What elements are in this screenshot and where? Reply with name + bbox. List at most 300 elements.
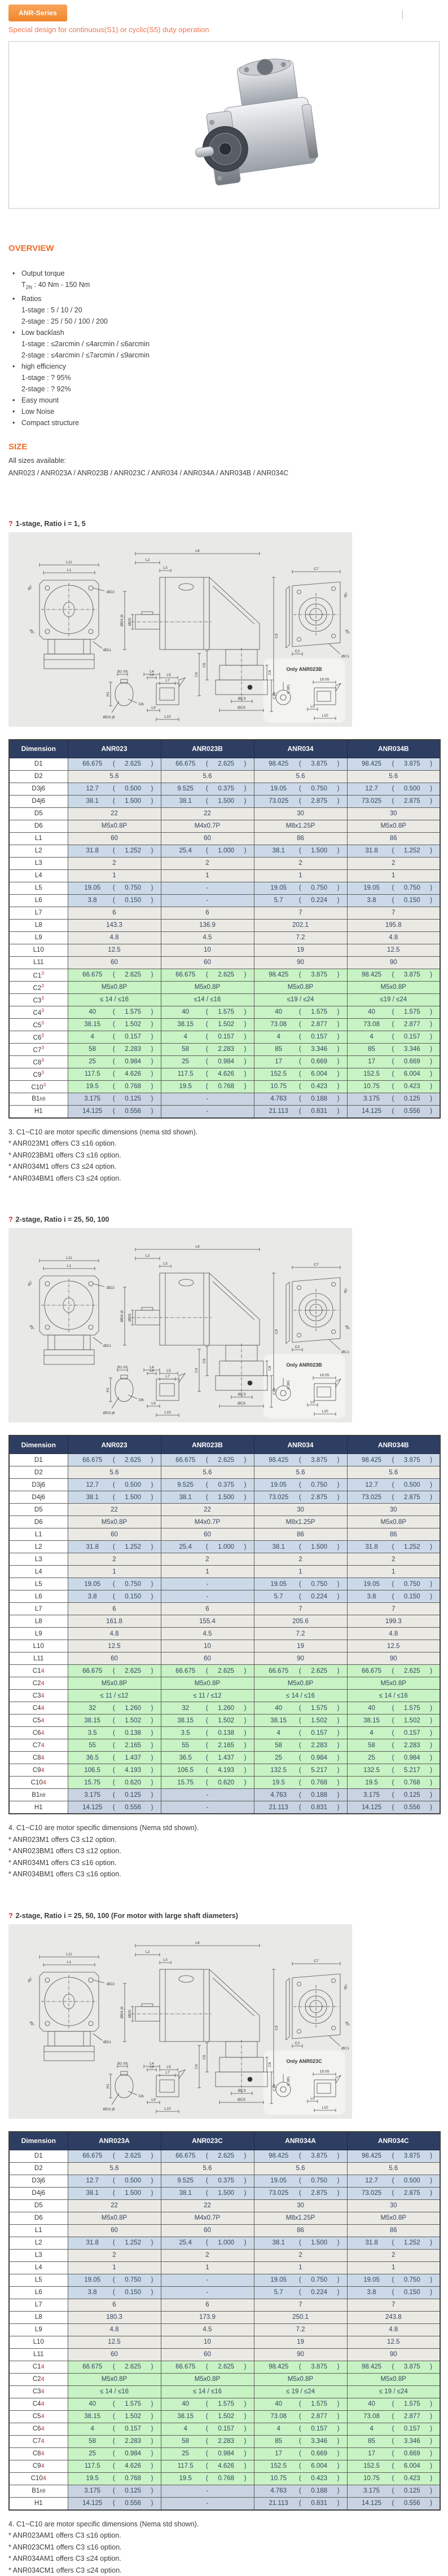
table-cell: 4.5 [161,2323,254,2336]
overview-list [8,268,440,428]
svg-text:L10: L10 [164,715,171,719]
metric-inch-pair [68,1108,161,1115]
metric-value: 19.5 [74,2475,111,2482]
metric-value: 19.5 [74,1083,111,1090]
table-cell [161,2472,254,2485]
table-cell [68,2398,161,2410]
table-cell: 12.5 [68,2336,161,2348]
footnote-line: * ANR023BM1 offers C3 ≤12 option. [8,1845,440,1857]
metric-inch-pair [348,847,440,854]
table-cell [347,2237,440,2249]
table-cell [347,1541,440,1553]
table-cell: - [161,2274,254,2286]
paren: ) [428,2363,434,2370]
inch-value: 2.875 [396,798,428,805]
dimension-label: D6 [9,1516,68,1528]
table-cell [68,758,161,770]
footnote-line: * ANR023M1 offers C3 ≤16 option. [8,1138,440,1150]
paren: ( [297,1021,303,1028]
svg-text:L2: L2 [146,558,150,562]
svg-text:L6: L6 [150,1369,154,1373]
table-row [9,832,440,845]
paren: ) [243,798,248,805]
paren: ( [297,1779,303,1786]
paren: ) [428,1046,434,1053]
paren: ) [243,1046,248,1053]
metric-inch-pair [348,1668,440,1674]
paren: ( [204,847,210,854]
dimension-label: $C3^3$ [9,993,68,1006]
paren: ) [428,971,434,978]
table-row [9,907,440,919]
inch-value: 0.423 [396,1083,428,1090]
paren: ) [150,1730,155,1737]
metric-inch-pair [348,798,440,805]
inch-value: 1.500 [303,2239,336,2246]
inch-value: 6.004 [396,1071,428,1077]
metric-inch-pair [161,1071,254,1077]
metric-value: 19.05 [353,2277,390,2283]
paren: ( [297,1767,303,1774]
metric-inch-pair [161,2363,254,2370]
inch-value: 3.875 [303,1457,336,1464]
metric-inch-pair [68,1730,161,1737]
table-cell [254,1093,347,1105]
technical-drawing [8,1924,352,2119]
paren: ) [150,1755,155,1761]
svg-text:L4: L4 [150,1366,154,1369]
table-row [9,1578,440,1590]
table-cell [254,1789,347,1801]
paren: ) [243,2425,248,2432]
footnotes [8,1822,440,1880]
metric-value: 132.5 [353,1767,390,1774]
dimension-label: $C8^3$ [9,1055,68,1068]
inch-value: 2.625 [117,761,150,767]
inch-value: 3.346 [396,1046,428,1053]
column-header: ANR034 [254,1435,347,1454]
table-cell [347,1055,440,1068]
dimension-label: D2 [9,2162,68,2175]
table-cell [254,1454,347,1466]
paren: ) [336,2289,341,2296]
metric-inch-pair [254,1581,347,1588]
table-header-row [9,2132,440,2150]
table-row [9,1801,440,1814]
inch-value: 2.625 [117,2153,150,2159]
column-header: ANR023B [161,740,254,758]
metric-inch-pair [68,2475,161,2482]
table-cell [68,1665,161,1677]
metric-inch-pair [68,2438,161,2445]
table-cell [161,2237,254,2249]
table-cell [161,1541,254,1553]
table-cell: ≤ 14 / ≤16 [161,2385,254,2398]
table-cell: 2 [347,1553,440,1566]
table-cell [347,1093,440,1105]
table-cell [347,2187,440,2199]
metric-inch-pair [68,2401,161,2407]
dimension-label: L6 [9,894,68,907]
metric-inch-pair [348,1581,440,1588]
table-row [9,1566,440,1578]
table-cell [68,1739,161,1752]
paren: ) [428,2401,434,2407]
paren: ) [150,1779,155,1786]
svg-text:C6: C6 [203,662,207,668]
svg-text:C10: C10 [273,692,276,699]
footnote-mark: 4 [41,2438,45,2445]
paren: ) [428,1058,434,1065]
table-cell [68,2274,161,2286]
metric-value: 19.05 [260,885,297,891]
table-row [9,2150,440,2162]
inch-value: 0.500 [396,2177,428,2184]
table-row [9,783,440,795]
metric-inch-pair [161,2413,254,2420]
metric-inch-pair [254,2153,347,2159]
inch-value: 0.138 [210,1730,243,1737]
paren: ( [297,1494,303,1501]
svg-text:L4: L4 [150,670,154,674]
inch-value: 0.556 [396,1108,428,1115]
paren: ) [150,971,155,978]
paren: ( [204,1544,210,1550]
metric-inch-pair [254,1730,347,1737]
metric-inch-pair [161,2177,254,2184]
metric-value: 4 [167,1033,204,1040]
metric-inch-pair [348,2401,440,2407]
paren: ( [390,1593,396,1600]
table-cell: 30 [254,1504,347,1516]
inch-value: 2.875 [303,1494,336,1501]
paren: ) [150,798,155,805]
inch-value: 0.984 [210,1058,243,1065]
table-cell [68,1043,161,1055]
paren: ) [428,2153,434,2159]
table-cell [254,2435,347,2447]
table-row [9,2261,440,2274]
paren: ( [297,1033,303,1040]
table-cell [347,882,440,894]
section-bullet-icon: ? [8,1216,13,1223]
table-row [9,1479,440,1491]
paren: ( [390,798,396,805]
paren: ( [390,2475,396,2482]
paren: ( [390,1033,396,1040]
paren: ( [390,2500,396,2507]
metric-inch-pair [161,1457,254,1464]
table-cell: 60 [161,956,254,969]
inch-value: 0.125 [117,1095,150,1102]
footnote-line: * ANR034M1 offers C3 ≤16 option. [8,1857,440,1869]
svg-text:C4: C4 [195,2064,199,2069]
paren: ) [150,2487,155,2494]
paren: ) [428,1033,434,1040]
table-cell: 2 [68,857,161,869]
metric-value: 3.8 [74,897,111,904]
table-cell: 19 [254,944,347,956]
table-cell [68,969,161,981]
dimension-label: D3j6 [9,2175,68,2187]
paren: ( [204,2363,210,2370]
inch-value: 3.875 [396,971,428,978]
table-cell [68,1715,161,1727]
inch-value: 1.000 [210,2239,243,2246]
inch-value: 0.750 [117,1581,150,1588]
svg-text:45°: 45° [27,1976,34,1983]
table-row [9,882,440,894]
paren: ( [111,2500,117,2507]
series-badge: ANR-Series [8,5,67,21]
paren: ( [390,761,396,767]
metric-value: 98.425 [353,761,390,767]
inch-value: 0.157 [396,2425,428,2432]
metric-value: 17 [353,2450,390,2457]
table-cell [68,2435,161,2447]
footnote-line: * ANR023BM1 offers C3 ≤16 option. [8,1150,440,1161]
paren: ( [111,2475,117,2482]
metric-value: 38.15 [260,1717,297,1724]
metric-value: 40 [74,1009,111,1015]
svg-text:L3: L3 [163,566,168,570]
paren: ) [243,1742,248,1749]
column-header: ANR034B [347,740,440,758]
table-cell [161,2361,254,2373]
inch-value: 1.575 [117,1009,150,1015]
table-cell: 60 [68,1652,161,1665]
overview-item-title: • Easy mount [8,395,440,406]
paren: ( [390,2425,396,2432]
table-cell: 19 [254,2336,347,2348]
footnote-mark: 4 [41,2376,45,2383]
paren: ) [428,2463,434,2469]
table-cell: 5.6 [161,770,254,783]
metric-inch-pair [68,1544,161,1550]
paren: ) [243,2177,248,2184]
table-cell: 4.8 [68,931,161,944]
metric-value: 19.05 [74,1581,111,1588]
inch-value: 2.283 [210,1046,243,1053]
svg-text:L10: L10 [322,1409,328,1413]
paren: ( [297,847,303,854]
paren: ) [150,1705,155,1712]
paren: ( [111,1058,117,1065]
inch-value: 0.500 [396,1482,428,1488]
paren: ( [111,1593,117,1600]
table-cell: 250.1 [254,2311,347,2323]
paren: ) [428,885,434,891]
dimension-label: C44 [9,2398,68,2410]
paren: ) [428,1095,434,1102]
svg-text:ØD5: ØD5 [128,2009,132,2017]
paren: ( [204,2401,210,2407]
metric-inch-pair [348,1705,440,1712]
inch-value: 0.125 [117,1792,150,1799]
metric-value: 17 [353,1058,390,1065]
table-cell: M5x0.8P [347,2373,440,2385]
inch-value: 2.625 [210,761,243,767]
table-cell [347,1578,440,1590]
table-cell [68,2410,161,2423]
table-cell [68,2175,161,2187]
drawing-panel [8,532,352,727]
metric-inch-pair [348,1755,440,1761]
metric-inch-pair [161,1009,254,1015]
paren: ( [390,1730,396,1737]
table-cell [347,2460,440,2472]
table-cell: 90 [347,956,440,969]
table-cell: 143.3 [68,919,161,931]
dimension-label: L3 [9,857,68,869]
metric-value: 17 [260,1058,297,1065]
svg-text:L10: L10 [164,1411,171,1415]
metric-inch-pair [254,897,347,904]
inch-value: 2.283 [117,1046,150,1053]
paren: ) [336,798,341,805]
paren: ) [243,1767,248,1774]
paren: ( [111,885,117,891]
inch-value: 0.150 [117,1593,150,1600]
paren: ) [243,1544,248,1550]
table-cell: 243.8 [347,2311,440,2323]
inch-value: 2.283 [117,2438,150,2445]
metric-value: 58 [167,1046,204,1053]
metric-value: 4 [353,1033,390,1040]
paren: ( [390,1717,396,1724]
svg-text:0.381: 0.381 [287,1380,291,1389]
table-cell [161,2435,254,2447]
footnote-mark: 4 [41,1730,45,1737]
section-title [8,1216,440,1223]
inch-value: 0.125 [396,1095,428,1102]
metric-inch-pair [348,1742,440,1749]
svg-text:ØD5: ØD5 [128,617,132,625]
overview-item-detail: 1-stage : 5 / 10 / 20 [8,304,440,316]
paren: ( [204,2177,210,2184]
dimension-label: L1 [9,1528,68,1541]
table-cell [68,2423,161,2435]
metric-inch-pair [161,2450,254,2457]
metric-value: 55 [74,1742,111,1749]
metric-inch-pair [68,897,161,904]
inch-value: 0.669 [396,2450,428,2457]
paren: ( [204,1730,210,1737]
table-cell: 1 [347,869,440,882]
inch-value: 0.768 [396,1779,428,1786]
overview-item-title: • Low backlash [8,327,440,338]
footnote-mark: 4 [41,2413,45,2420]
dimension-label: D3j6 [9,1479,68,1491]
table-row [9,1789,440,1801]
table-cell: 10 [161,2336,254,2348]
metric-value: 66.675 [167,2153,204,2159]
paren: ( [111,2413,117,2420]
paren: ( [297,1071,303,1077]
paren: ( [204,1755,210,1761]
dimension-label: $C9^3$ [9,1068,68,1080]
metric-inch-pair [254,847,347,854]
paren: ) [243,1730,248,1737]
table-row [9,1454,440,1466]
metric-inch-pair [68,1482,161,1488]
table-cell [68,1479,161,1491]
footnote-mark: 4 [41,1680,45,1687]
inch-value: 0.188 [303,2487,336,2494]
metric-inch-pair [161,2401,254,2407]
metric-value: 66.675 [74,2363,111,2370]
paren: ) [243,2450,248,2457]
metric-inch-pair [348,1083,440,1090]
metric-inch-pair [68,2289,161,2296]
table-cell [254,1541,347,1553]
svg-text:L1: L1 [67,1264,72,1268]
table-cell: M4x0.7P [161,1516,254,1528]
metric-inch-pair [254,1755,347,1761]
inch-value: 0.188 [303,1095,336,1102]
overview-item-detail: 1-stage : ? 95% [8,372,440,383]
table-cell: M5x0.8P [68,2373,161,2385]
table-cell: 5.6 [161,2162,254,2175]
metric-value: 3.175 [74,1095,111,1102]
table-cell: 6 [161,907,254,919]
overview-item-detail: 2-stage : 25 / 50 / 100 / 200 [8,316,440,327]
metric-value: 66.675 [260,1668,297,1674]
metric-inch-pair [254,798,347,805]
metric-value: 31.8 [74,2239,111,2246]
table-cell: 2 [347,2249,440,2261]
metric-value: 3.8 [353,1593,390,1600]
overview-item-title: • high efficiency [8,361,440,372]
paren: ) [428,1083,434,1090]
metric-inch-pair [348,1071,440,1077]
column-header: ANR023A [68,2132,161,2150]
paren: ) [336,847,341,854]
metric-inch-pair [348,2413,440,2420]
paren: ) [428,1581,434,1588]
paren: ( [390,1767,396,1774]
paren: ) [150,1482,155,1488]
paren: ) [428,1779,434,1786]
metric-value: 152.5 [353,1071,390,1077]
paren: ) [428,2438,434,2445]
inch-value: 3.875 [303,2153,336,2159]
paren: ( [204,1058,210,1065]
table-cell: 5.6 [68,770,161,783]
paren: ) [428,2450,434,2457]
paren: ) [336,1108,341,1115]
table-cell [68,2472,161,2485]
table-cell [347,2150,440,2162]
dimension-label: L1 [9,832,68,845]
inch-value: 0.375 [210,1482,243,1488]
drawing-panel [8,1228,352,1422]
table-row [9,1702,440,1715]
table-cell: 2 [254,857,347,869]
paren: ( [204,2475,210,2482]
footnote-line: 4. C1~C10 are motor specific dimensions (Nema std shown). [8,1822,440,1834]
metric-inch-pair [161,785,254,792]
paren: ( [390,1581,396,1588]
svg-text:L9: L9 [151,706,156,710]
metric-value: 19.05 [353,885,390,891]
dimension-label: L2 [9,1541,68,1553]
svg-text:ØC1: ØC1 [341,1350,349,1354]
inch-value: 1.502 [117,1021,150,1028]
paren: ) [336,785,341,792]
metric-value: 152.5 [260,2463,297,2469]
inch-value: 1.500 [303,847,336,854]
